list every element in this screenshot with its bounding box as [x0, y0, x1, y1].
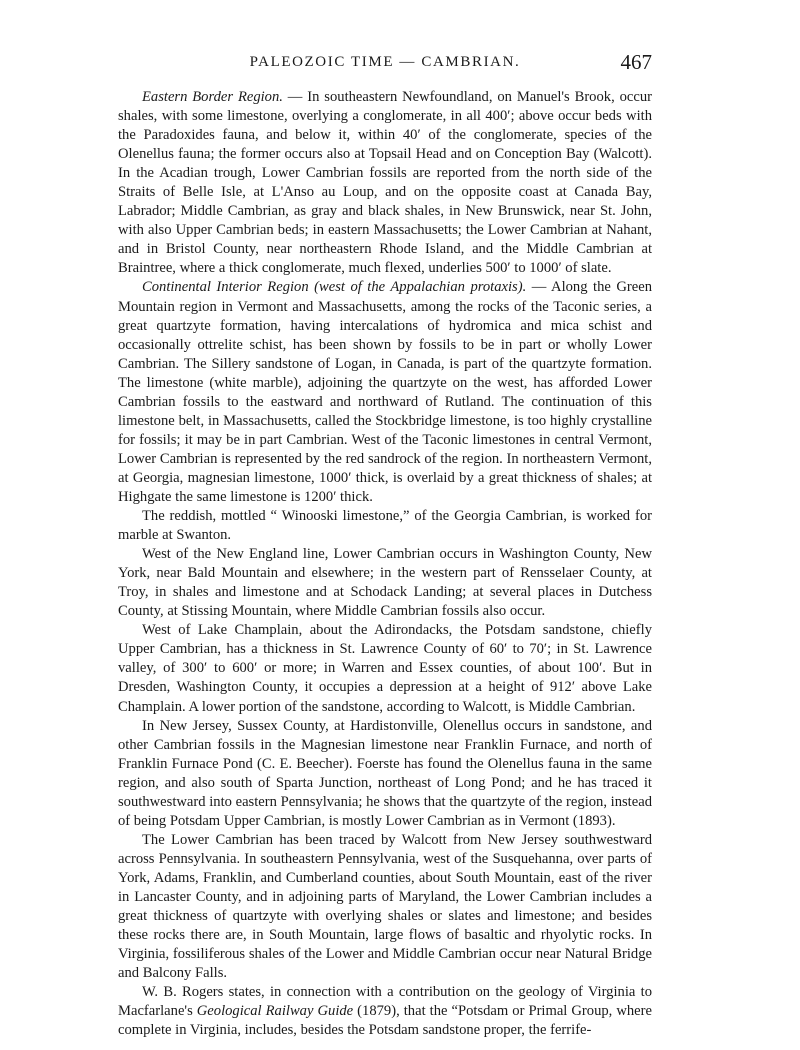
paragraph-eastern-border-region [118, 88, 652, 278]
region-heading: Eastern Border Region. [142, 89, 283, 105]
region-subheading: (west of the Appalachian protaxis). [314, 279, 527, 296]
paragraph-continental-interior-region [118, 278, 652, 507]
paragraph-text: W. B. Rogers states, in connection with a contribution on the geology of Virginia to Macfarlane's [118, 984, 652, 1020]
book-title: Geological Railway Guide [196, 1003, 354, 1020]
page-number: 467 [620, 50, 652, 74]
paragraph-virginia [118, 983, 652, 1040]
page-header [118, 50, 652, 80]
running-head: PALEOZOIC TIME — CAMBRIAN. [249, 54, 521, 70]
paragraph-lake-champlain: West of Lake Champlain, about the Adirondacks, the Potsdam sandstone, chiefly Upper Cambrian, has a thickness in St. Lawrence County of 60′ to 70′; in St. Lawrence valley, of 300′ to 600′ or more; in Warren and Essex counties, of about 100′. But in Dresden, Washington County, it occupies a depression at a height of 912′ above Lake Champlain. A lower portion of the sandstone, according to Walcott, is Middle Cambrian. [118, 622, 652, 715]
paragraph-text: — Along the Green Mountain region in Vermont and Massachusetts, among the rocks of the Taconic series, a great quartzyte formation, having intercalations of hydromica and mica schist and occasionally ottrelite schist, has been shown by fossils to be in part or wholly Lower Cambrian. The Sillery sandstone of Logan, in Canada, is part of the quartzyte formation. The limestone (white marble), adjoining the quartzyte on the west, has afforded Lower Cambrian fossils to the eastward and northward of Rutland. The continuation of this limestone belt, in Massachusetts, called the Stockbridge limestone, is too highly crystalline for fossils; it may be in part Cambrian. West of the Taconic limestones in central Vermont, Lower Cambrian is represented by the red sandrock of the region. In northeastern Vermont, at Georgia, magnesian limestone, 1000′ thick, is overlaid by a great thickness of shales; at Highgate the same limestone is 1200′ thick. [118, 279, 652, 505]
region-heading: Continental Interior Region [142, 279, 309, 296]
paragraph-new-jersey: In New Jersey, Sussex County, at Hardistonville, Olenellus occurs in sandstone, and other Cambrian fossils in the Magnesian limestone near Franklin Furnace, and north of Franklin Furnace Pond (C. E. Beecher). Foerste has found the Olenellus fauna in the same region, and also south of Sparta Junction, northeast of Long Pond; and he has traced it southwestward into eastern Pennsylvania; he shows that the quartzyte of the region, instead of being Potsdam Upper Cambrian, is mostly Lower Cambrian as in Vermont (1893). [118, 717, 652, 829]
body-text [118, 88, 652, 1040]
paragraph-pennsylvania: The Lower Cambrian has been traced by Walcott from New Jersey southwestward across Pennsylvania. In southeastern Pennsylvania, west of the Susquehanna, over parts of York, Adams, Franklin, and Cumberland counties, about South Mountain, east of the river in Lancaster County, and in adjoining parts of Maryland, the Lower Cambrian includes a great thickness of quartzyte with overlying shales or slates and limestone; and besides these rocks there are, in South Mountain, large flows of basaltic and rhyolytic rocks. In Virginia, fossiliferous shales of the Lower and Middle Cambrian occur near Natural Bridge and Balcony Falls. [118, 831, 652, 982]
paragraph-text: — In southeastern Newfoundland, on Manuel's Brook, occur shales, with some limestone, overlying a conglomerate, in all 400′; above occur beds with the Paradoxides fauna, and below it, within 40′ of the conglomerate, species of the Olenellus fauna; the former occurs also at Topsail Head and on Conception Bay (Walcott). In the Acadian trough, Lower Cambrian fossils are reported from the north side of the Straits of Belle Isle, at L'Anso au Loup, and on the opposite coast at Canada Bay, Labrador; Middle Cambrian, as gray and black shales, in New Brunswick, near St. John, with also Upper Cambrian beds; in eastern Massachusetts; the Lower Cambrian at Nahant, and in Bristol County, near northeastern Rhode Island, and the Middle Cambrian at Braintree, where a thick conglomerate, much flexed, underlies 500′ to 1000′ of slate. [118, 89, 652, 277]
paragraph-winooski-limestone: The reddish, mottled “ Winooski limestone,” of the Georgia Cambrian, is worked for marble at Swanton. [118, 508, 652, 544]
paragraph-text: (1879), that the “Potsdam or Primal Group, where complete in Virginia, includes, besides the Potsdam sandstone proper, the ferrife- [118, 1003, 652, 1039]
paragraph-new-york: West of the New England line, Lower Cambrian occurs in Washington County, New York, near Bald Mountain and elsewhere; in the western part of Rensselaer County, at Troy, in shales and limestone and at Schodack Landing; at several places in Dutchess County, at Stissing Mountain, where Middle Cambrian fossils also occur. [118, 546, 652, 620]
